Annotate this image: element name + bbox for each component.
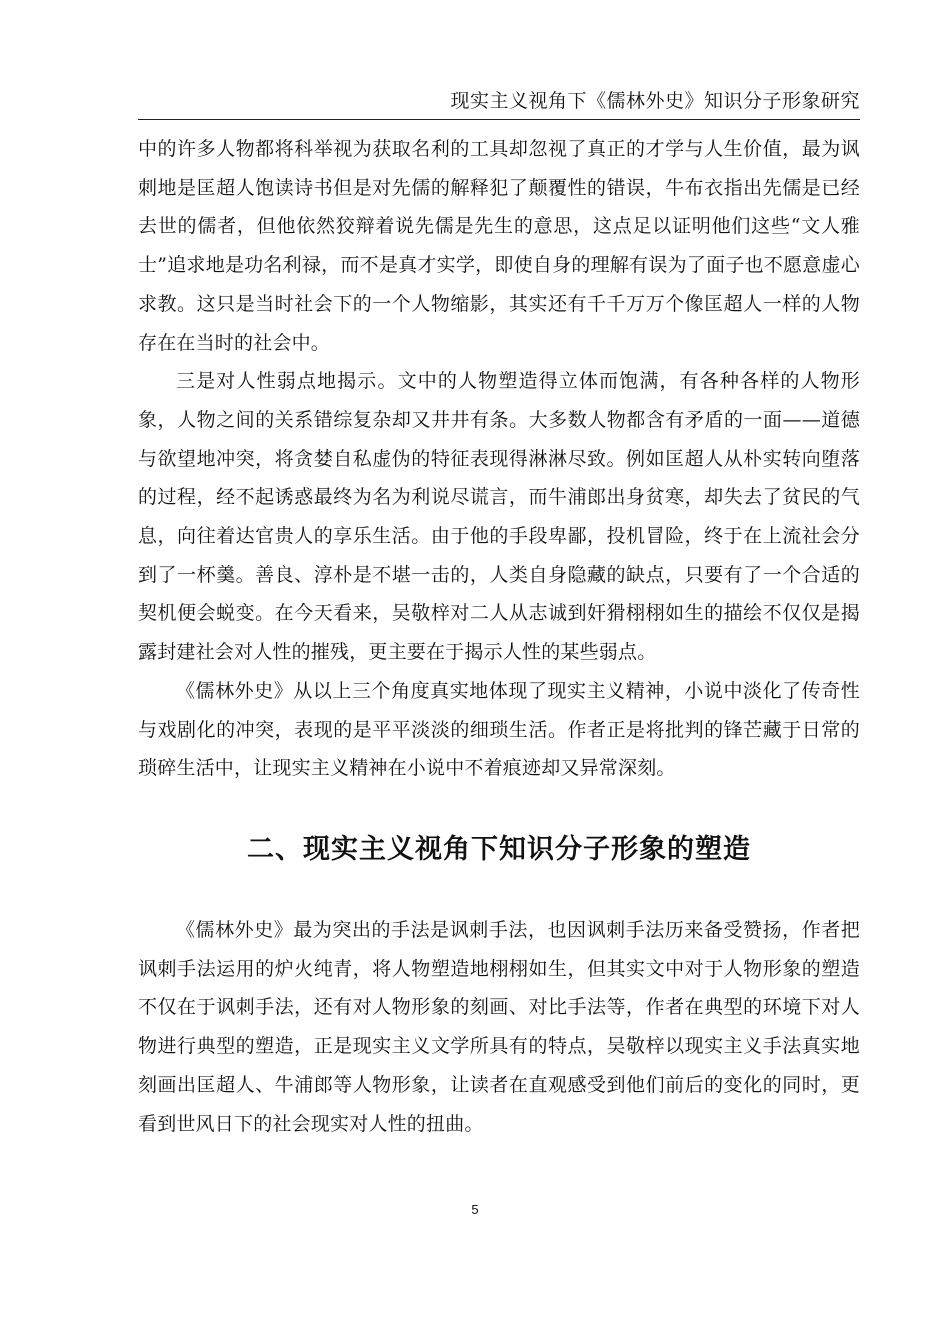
body-text-bottom — [138, 911, 860, 1143]
running-header: 现实主义视角下《儒林外史》知识分子形象研究 — [450, 90, 860, 112]
header-rule — [138, 119, 860, 120]
paragraph-realism-summary: 《儒林外史》从以上三个角度真实地体现了现实主义精神，小说中淡化了传奇性与戏剧化的冲突，表现的是平平淡淡的细琐生活。作者正是将批判的锋芒藏于日常的琐碎生活中，让现实主义精神在小说中不着痕迹却又异常深刻。 — [138, 679, 860, 780]
page-number: 5 — [471, 1202, 479, 1217]
body-text-top — [138, 130, 860, 788]
paragraph-human-weakness: 三是对人性弱点地揭示。文中的人物塑造得立体而饱满，有各种各样的人物形象，人物之间的关系错综复杂却又井井有条。大多数人物都含有矛盾的一面——道德与欲望地冲突，将贪婪自私虚伪的特征表现得淋淋尽致。例如匡超人从朴实转向堕落的过程，经不起诱惑最终为名为利说尽谎言，而牛浦郎出身贫寒，却失去了贫民的气息，向往着达官贵人的享乐生活。由于他的手段卑鄙，投机冒险，终于在上流社会分到了一杯羹。善良、淳朴是不堪一击的，人类自身隐藏的缺点，只要有了一个合适的契机便会蜕变。在今天看来，吴敬梓对二人从志诚到奸猾栩栩如生的描绘不仅仅是揭露封建社会对人性的摧残，更主要在于揭示人性的某些弱点。 — [138, 370, 860, 664]
paragraph-continuation: 中的许多人物都将科举视为获取名利的工具却忽视了真正的才学与人生价值，最为讽刺地是匡超人饱读诗书但是对先儒的解释犯了颠覆性的错误，牛布衣指出先儒是已经去世的儒者，但他依然狡辩着说先儒是先生的意思，这点足以证明他们这些“文人雅士”追求地是功名利禄，而不是真才实学，即使自身的理解有误为了面子也不愿意虚心求教。这只是当时社会下的一个人物缩影，其实还有千千万万个像匡超人一样的人物存在在当时的社会中。 — [138, 138, 860, 354]
section-heading: 二、现实主义视角下知识分子形象的塑造 — [247, 834, 751, 865]
paragraph-satire-technique: 《儒林外史》最为突出的手法是讽刺手法，也因讽刺手法历来备受赞扬，作者把讽刺手法运用的炉火纯青，将人物塑造地栩栩如生，但其实文中对于人物形象的塑造不仅在于讽刺手法，还有对人物形象的刻画、对比手法等，作者在典型的环境下对人物进行典型的塑造，正是现实主义文学所具有的特点，吴敬梓以现实主义手法真实地刻画出匡超人、牛浦郎等人物形象，让读者在直观感受到他们前后的变化的同时，更看到世风日下的社会现实对人性的扭曲。 — [138, 919, 860, 1135]
